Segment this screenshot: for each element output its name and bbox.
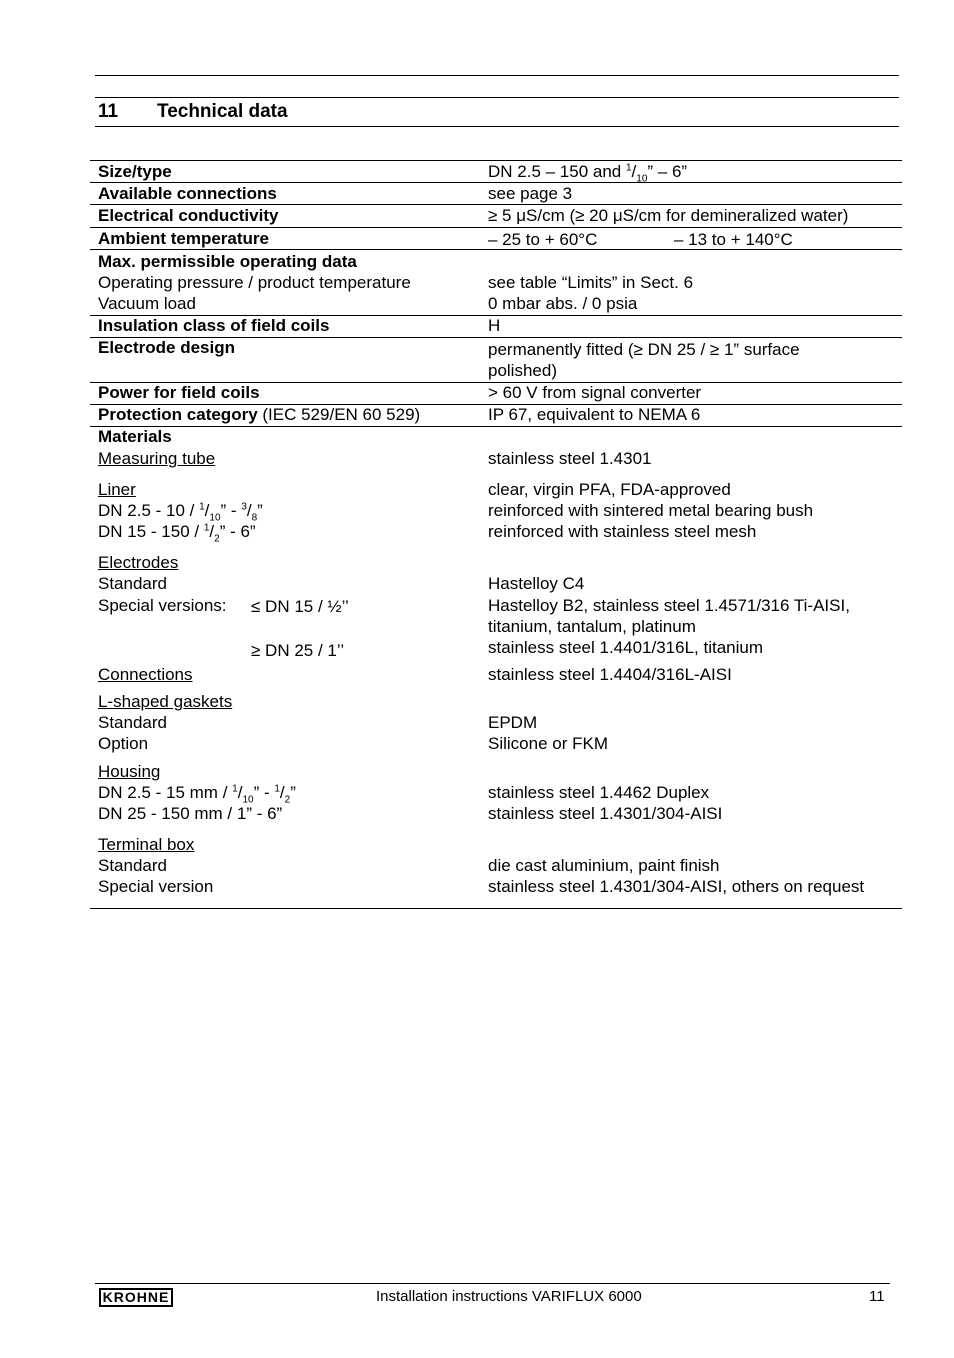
- liner-size-large: DN $15 - 150 / ^1/_2$” - 6”: [98, 522, 256, 545]
- liner-value: clear, virgin PFA, FDA-approved: [488, 480, 731, 499]
- connections-material-label: Connections: [98, 665, 193, 684]
- measuring-tube-label: Measuring tube: [98, 449, 216, 468]
- electrodes-standard-label: Standard: [98, 574, 167, 593]
- electrode-design-label: Electrode design: [98, 338, 235, 357]
- ambient-temp-label: Ambient temperature: [98, 229, 269, 248]
- table-rule: [90, 160, 902, 161]
- power-label: Power for field coils: [98, 383, 260, 402]
- terminal-box-label: Terminal box: [98, 835, 195, 854]
- conductivity-label: Electrical conductivity: [98, 206, 279, 225]
- table-rule: [90, 227, 902, 228]
- section-number: 11: [98, 101, 119, 122]
- size-type-value: DN 2.5 – 150 and $^1/_{10}$” – 6”: [488, 162, 688, 185]
- housing-label: Housing: [98, 762, 161, 781]
- electrodes-special-large-value: stainless steel 1.4401/316L, titanium: [488, 638, 764, 657]
- liner-size-large-value: reinforced with stainless steel mesh: [488, 522, 757, 541]
- protection-label: Protection category (IEC 529/EN 60 529): [98, 405, 421, 424]
- housing-size-small-value: stainless steel 1.4462 Duplex: [488, 783, 710, 802]
- liner-label: Liner: [98, 480, 136, 499]
- table-rule-bottom: [90, 908, 902, 909]
- gaskets-option-label: Option: [98, 734, 149, 753]
- vacuum-load-label: Vacuum load: [98, 294, 196, 313]
- materials-heading: Materials: [98, 427, 172, 446]
- table-rule: [90, 182, 902, 183]
- size-type-label: Size/type: [98, 162, 172, 181]
- vacuum-load-value: 0 mbar abs. / 0 psia: [488, 294, 638, 313]
- ambient-temp-fahrenheit: – 13 to + 140°C: [674, 230, 793, 249]
- electrodes-standard-value: Hastelloy C4: [488, 574, 585, 593]
- page-number: 11: [869, 1288, 885, 1305]
- electrodes-special-small: ≤ DN 15 / ½’’: [251, 597, 349, 616]
- ambient-temp-celsius: – 25 to + 60°C: [488, 230, 598, 249]
- table-rule: [90, 426, 902, 427]
- section-title: Technical data: [157, 101, 288, 122]
- terminal-standard-label: Standard: [98, 856, 167, 875]
- connections-material-value: stainless steel 1.4404/316L-AISI: [488, 665, 732, 684]
- electrodes-special-small-value-cont: titanium, tantalum, platinum: [488, 617, 696, 636]
- housing-size-small: DN 2.5 - 15 mm / $^1/_{10}$” - $^1/_2$”: [98, 783, 296, 806]
- measuring-tube-value: stainless steel 1.4301: [488, 449, 652, 468]
- operating-pressure-label: Operating pressure / product temperature: [98, 273, 411, 292]
- conductivity-value: ≥ 5 μS/cm (≥ 20 μS/cm for demineralized water): [488, 206, 849, 225]
- electrodes-special-small-value: Hastelloy B2, stainless steel 1.4571/316 Ti-AISI,: [488, 596, 850, 615]
- electrode-design-value: permanently fitted (≥ DN 25 / ≥ 1” surface: [488, 340, 800, 359]
- table-rule: [90, 204, 902, 205]
- header-rule-top: [95, 75, 899, 76]
- gaskets-standard-label: Standard: [98, 713, 167, 732]
- heading-rule-top: [95, 97, 899, 98]
- electrodes-special-large: ≥ DN 25 / 1’’: [251, 641, 345, 660]
- krohne-logo: KROHNE: [99, 1288, 173, 1307]
- connections-label: Available connections: [98, 184, 277, 203]
- connections-value: see page 3: [488, 184, 573, 203]
- electrodes-label: Electrodes: [98, 553, 179, 572]
- insulation-label: Insulation class of field coils: [98, 316, 330, 335]
- terminal-standard-value: die cast aluminium, paint finish: [488, 856, 720, 875]
- max-operating-label: Max. permissible operating data: [98, 252, 357, 271]
- electrode-design-value-cont: polished): [488, 361, 557, 380]
- liner-size-small-value: reinforced with sintered metal bearing bush: [488, 501, 814, 520]
- footer-title: Installation instructions VARIFLUX 6000: [376, 1288, 642, 1305]
- heading-rule-bottom: [95, 126, 899, 127]
- power-value: > 60 V from signal converter: [488, 383, 702, 402]
- gaskets-standard-value: EPDM: [488, 713, 538, 732]
- housing-size-large-value: stainless steel 1.4301/304-AISI: [488, 804, 723, 823]
- operating-pressure-value: see table “Limits” in Sect. 6: [488, 273, 694, 292]
- gaskets-label: L-shaped gaskets: [98, 692, 233, 711]
- protection-value: IP 67, equivalent to NEMA 6: [488, 405, 701, 424]
- terminal-special-label: Special version: [98, 877, 214, 896]
- gaskets-option-value: Silicone or FKM: [488, 734, 608, 753]
- housing-size-large: DN 25 - 150 mm / 1” - 6”: [98, 804, 283, 823]
- footer-rule: [95, 1283, 890, 1284]
- electrodes-special-label: Special versions:: [98, 596, 227, 615]
- terminal-special-value: stainless steel 1.4301/304-AISI, others on request: [488, 877, 865, 896]
- insulation-value: H: [488, 316, 501, 335]
- liner-size-small: DN $2.5 - 10 / ^1/_{10}$” - $^3/_8$”: [98, 501, 263, 524]
